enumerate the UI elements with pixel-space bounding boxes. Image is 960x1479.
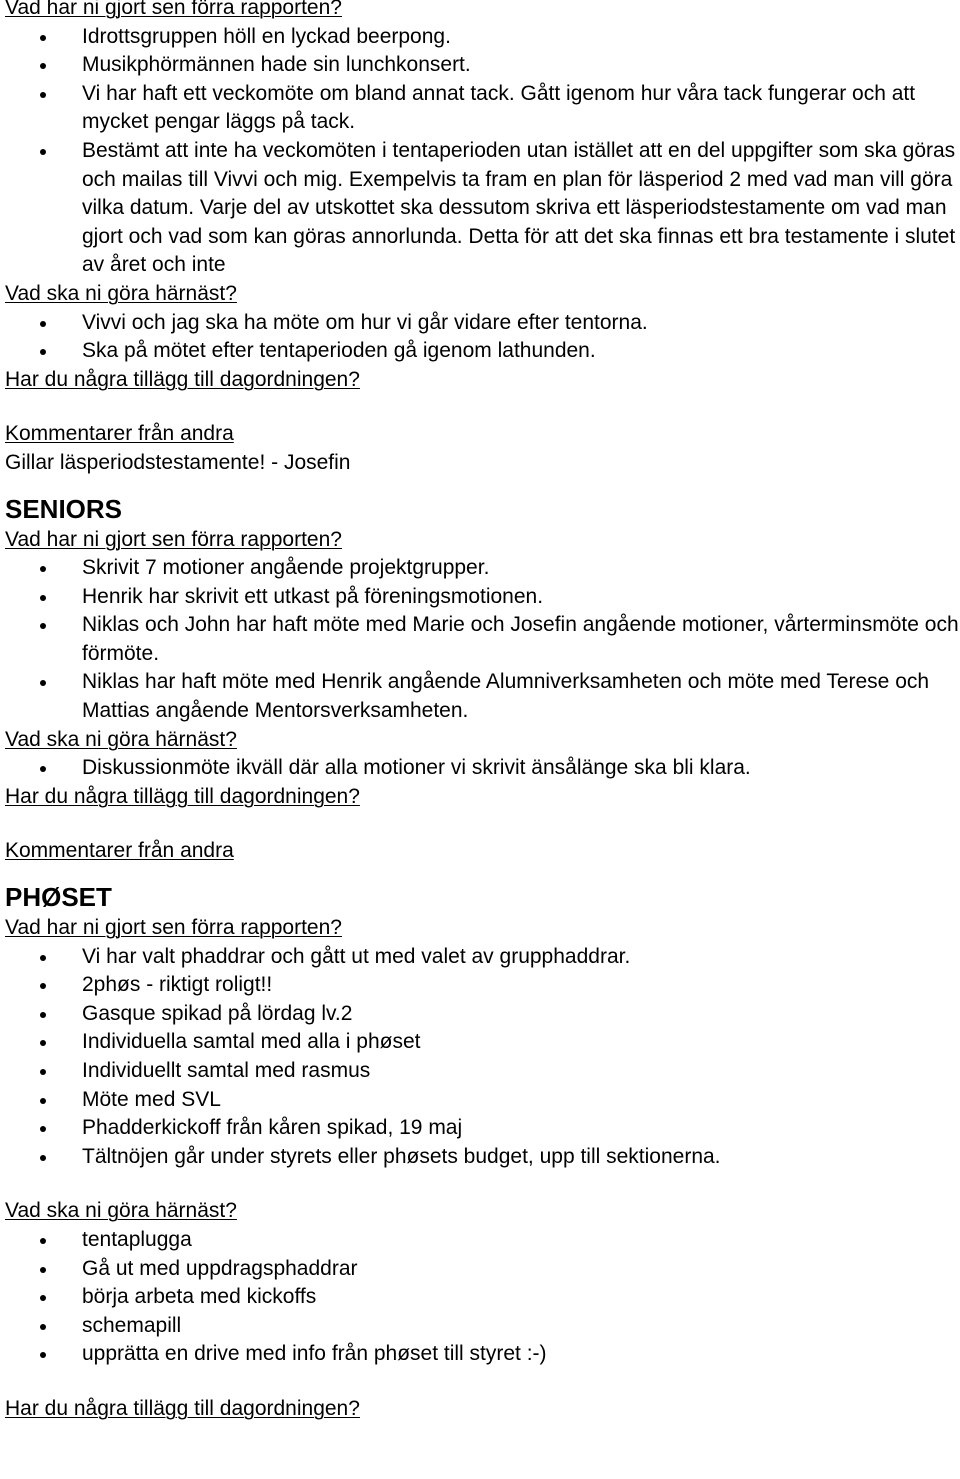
done-list: [5, 943, 960, 1172]
question-done: Vad har ni gjort sen förra rapporten?: [5, 527, 342, 551]
list-item: Möte med SVL: [5, 1086, 960, 1115]
comments-label: Kommentarer från andra: [5, 422, 234, 446]
bullet-icon: [40, 92, 46, 98]
bullet-icon: [40, 1098, 46, 1104]
bullet-icon: [40, 983, 46, 989]
list-item: Individuellt samtal med rasmus: [5, 1057, 960, 1086]
question-done: Vad har ni gjort sen förra rapporten?: [5, 0, 342, 19]
bullet-icon: [40, 1352, 46, 1358]
comment-text: Gillar läsperiodstestamente! - Josefin: [5, 450, 351, 474]
done-list: [5, 23, 960, 280]
list-item: Musikphörmännen hade sin lunchkonsert.: [5, 51, 960, 80]
list-item: schemapill: [5, 1312, 960, 1341]
bullet-icon: [40, 349, 46, 355]
list-item: Henrik har skrivit ett utkast på föreningsmotionen.: [5, 583, 960, 612]
section-heading-phoset: PHØSET: [5, 882, 112, 913]
bullet-icon: [40, 1155, 46, 1161]
comments-label: Kommentarer från andra: [5, 839, 234, 863]
question-additions: Har du några tillägg till dagordningen?: [5, 1396, 360, 1420]
list-item: Vi har haft ett veckomöte om bland annat tack. Gått igenom hur våra tack fungerar och att mycket pengar läggs på tack.: [5, 80, 960, 137]
next-list: [5, 754, 960, 783]
next-list: [5, 1226, 960, 1369]
question-done: Vad har ni gjort sen förra rapporten?: [5, 916, 342, 940]
bullet-icon: [40, 1069, 46, 1075]
bullet-icon: [40, 1040, 46, 1046]
bullet-icon: [40, 321, 46, 327]
list-item: Niklas har haft möte med Henrik angående Alumniverksamheten och möte med Terese och Mattias angående Mentorsverksamheten.: [5, 668, 960, 725]
list-item: Tältnöjen går under styrets eller phøsets budget, upp till sektionerna.: [5, 1143, 960, 1172]
list-item: Ska på mötet efter tentaperioden gå igenom lathunden.: [5, 337, 960, 366]
bullet-icon: [40, 595, 46, 601]
list-item: Bestämt att inte ha veckomöten i tentaperioden utan istället att en del uppgifter som ska göras och mailas till Vivvi och mig. Exempelvis ta fram en plan för läsperiod 2 med vad man vill göra vilka datum. Varje del av utskottet ska dessutom skriva ett läsperiodstestamente om vad man gjort och vad som kan göras annorlunda. Detta för att det ska finnas ett bra testamente i slutet av året och inte: [5, 137, 960, 280]
list-item: Individuella samtal med alla i phøset: [5, 1028, 960, 1057]
document-body: [5, 0, 960, 1424]
list-item: upprätta en drive med info från phøset till styret :-): [5, 1340, 960, 1369]
bullet-icon: [40, 623, 46, 629]
bullet-icon: [40, 955, 46, 961]
bullet-icon: [40, 35, 46, 41]
bullet-icon: [40, 1295, 46, 1301]
next-list: [5, 309, 960, 366]
bullet-icon: [40, 1126, 46, 1132]
list-item: Idrottsgruppen höll en lyckad beerpong.: [5, 23, 960, 52]
list-item: börja arbeta med kickoffs: [5, 1283, 960, 1312]
bullet-icon: [40, 63, 46, 69]
list-item: Vi har valt phaddrar och gått ut med valet av grupphaddrar.: [5, 943, 960, 972]
bullet-icon: [40, 1012, 46, 1018]
question-next: Vad ska ni göra härnäst?: [5, 1199, 237, 1223]
bullet-icon: [40, 680, 46, 686]
bullet-icon: [40, 566, 46, 572]
done-list: [5, 554, 960, 726]
list-item: Phadderkickoff från kåren spikad, 19 maj: [5, 1114, 960, 1143]
question-next: Vad ska ni göra härnäst?: [5, 281, 237, 305]
bullet-icon: [40, 1324, 46, 1330]
list-item: tentaplugga: [5, 1226, 960, 1255]
list-item: 2phøs - riktigt roligt!!: [5, 971, 960, 1000]
question-additions: Har du några tillägg till dagordningen?: [5, 784, 360, 808]
list-item: Niklas och John har haft möte med Marie och Josefin angående motioner, vårterminsmöte och förmöte.: [5, 611, 960, 668]
list-item: Gasque spikad på lördag lv.2: [5, 1000, 960, 1029]
list-item: Diskussionmöte ikväll där alla motioner vi skrivit änsålänge ska bli klara.: [5, 754, 960, 783]
bullet-icon: [40, 149, 46, 155]
bullet-icon: [40, 1238, 46, 1244]
section-heading-seniors: SENIORS: [5, 493, 123, 524]
list-item: Skrivit 7 motioner angående projektgrupper.: [5, 554, 960, 583]
question-next: Vad ska ni göra härnäst?: [5, 727, 237, 751]
bullet-icon: [40, 1267, 46, 1273]
list-item: Vivvi och jag ska ha möte om hur vi går vidare efter tentorna.: [5, 309, 960, 338]
bullet-icon: [40, 766, 46, 772]
list-item: Gå ut med uppdragsphaddrar: [5, 1255, 960, 1284]
question-additions: Har du några tillägg till dagordningen?: [5, 367, 360, 391]
